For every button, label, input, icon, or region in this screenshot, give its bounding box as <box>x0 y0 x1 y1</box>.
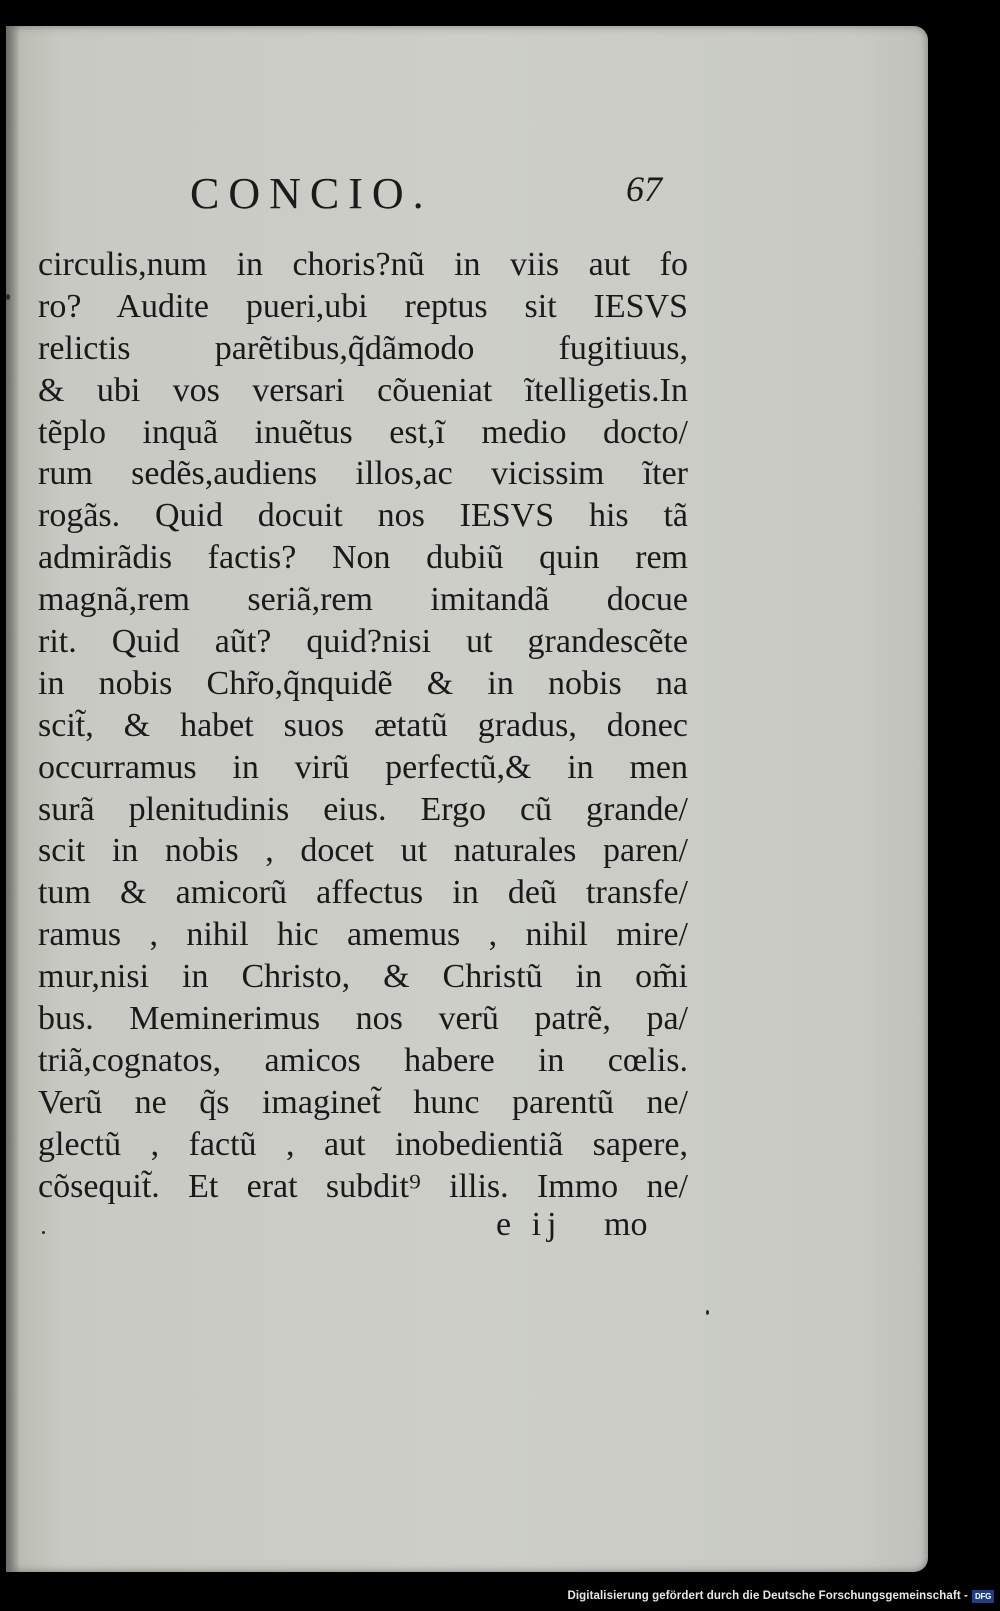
text-line: magnã,rem seriã,rem imitandã docue <box>38 581 688 619</box>
text-line: in nobis Chr̃o,q̃nquidẽ & in nobis na <box>38 664 688 702</box>
text-line: rit. Quid aũt? quid?nisi ut grandescẽte <box>38 623 688 661</box>
page-gutter-shadow <box>6 26 20 1572</box>
text-line: bus. Meminerimus nos verũ patrẽ, pa/ <box>38 1000 688 1038</box>
text-line: tum & amicorũ affectus in deũ transfe/ <box>38 874 688 912</box>
text-line: rum sedẽs,audiens illos,ac vicissim ĩter <box>38 455 688 493</box>
text-block <box>38 244 688 1207</box>
dfg-logo: DFG <box>972 1590 994 1603</box>
text-line: triã,cognatos, amicos habere in cœlis. <box>38 1041 688 1079</box>
text-line: glectũ , factũ , aut inobedientiã sapere, <box>38 1125 688 1163</box>
digitization-credit <box>567 1585 994 1607</box>
text-line: relictis parẽtibus,q̃dãmodo fugitiuus, <box>38 329 688 367</box>
running-head <box>190 164 690 234</box>
text-line: Verũ ne q̃s imaginet̃ hunc parentũ ne/ <box>38 1083 688 1121</box>
edge-mark <box>6 294 10 300</box>
signature-mark: e ij <box>496 1206 563 1243</box>
signature-line <box>496 1206 696 1250</box>
page-number: 67 <box>626 169 662 209</box>
credit-text: Digitalisierung gefördert durch die Deutsche Forschungsgemeinschaft - <box>567 1590 968 1602</box>
text-line: circulis,num in choris?nũ in viis aut fo <box>38 246 688 283</box>
text-line: ramus , nihil hic amemus , nihil mire/ <box>38 916 688 954</box>
text-line: rogãs. Quid docuit nos IESVS his tã <box>38 497 688 535</box>
running-title: CONCIO. <box>190 169 433 218</box>
text-line: scit̃, & habet suos ætatũ gradus, donec <box>38 706 688 744</box>
text-line: ro? Audite pueri,ubi reptus sit IESVS <box>38 287 688 325</box>
text-line: surã plenitudinis eius. Ergo cũ grande/ <box>38 790 688 828</box>
text-line: scit in nobis , docet ut naturales paren/ <box>38 832 688 870</box>
catchword: mo <box>604 1206 648 1243</box>
text-line: tẽplo inquã inuẽtus est,ĩ medio docto/ <box>38 413 688 451</box>
text-line: admirãdis factis? Non dubiũ quin rem <box>38 539 688 577</box>
ink-speck <box>706 1310 709 1315</box>
book-page <box>6 26 928 1572</box>
text-line: & ubi vos versari cõueniat ĩtelligetis.In <box>38 371 688 409</box>
ink-speck <box>42 1231 45 1234</box>
text-line: mur,nisi in Christo, & Christũ in om̃i <box>38 958 688 996</box>
text-line: cõsequit̃. Et erat subdit⁹ illis. Immo ne/ <box>38 1167 688 1205</box>
text-line: occurramus in virũ perfectũ,& in men <box>38 748 688 786</box>
